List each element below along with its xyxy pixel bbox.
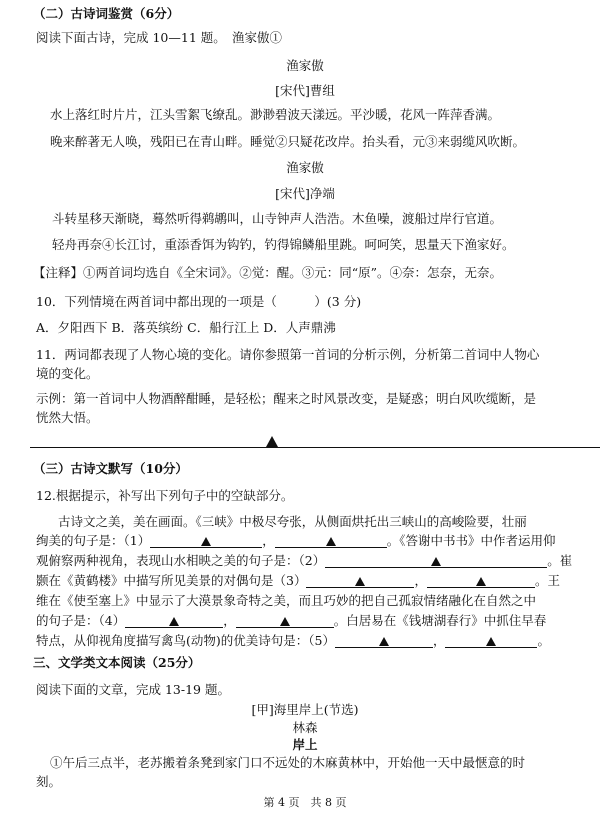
triangle-icon <box>476 577 486 586</box>
article-subtitle: 岸上 <box>292 737 318 752</box>
triangle-icon <box>486 637 496 646</box>
poem2-line2: 轻舟再奈④长江讨，重添香饵为钩钓，钓得锦鳞船里跳。呵呵笑，思量天下渔家好。 <box>52 237 515 252</box>
answer-blank-4b[interactable] <box>236 615 334 628</box>
question-11-line1: 11．两词都表现了人物心境的变化。请你参照第一首词的分析示例，分析第二首词中人物心 <box>36 347 540 362</box>
poem1-author: [宋代]曹组 <box>275 83 335 98</box>
answer-blank-5a[interactable] <box>335 635 433 648</box>
poem2-title: 渔家傲 <box>286 160 324 175</box>
answer-blank-1a[interactable] <box>150 535 262 548</box>
example-line1: 示例：第一首词中人物酒醉酣睡，是轻松；醒来之时风景改变，是疑惑；明白风吹缆断，是 <box>36 391 537 406</box>
triangle-icon <box>326 537 336 546</box>
poem1-title: 渔家傲 <box>286 58 324 73</box>
poem-notes: 【注释】①两首词均选自《全宋词》。②觉：醒。③元：同“原”。④奈：怎奈，无奈。 <box>33 265 503 280</box>
answer-blank-4a[interactable] <box>125 615 223 628</box>
poem1-line2: 晚来醉著无人唤，残阳已在青山畔。睡觉②只疑花改岸。抬头看，元③来弱缆风吹断。 <box>50 134 526 149</box>
section2-intro: 阅读下面古诗，完成 10—11 题。 渔家傲① <box>36 30 283 45</box>
triangle-icon <box>201 537 211 546</box>
answer-area-triangle-icon <box>266 436 278 447</box>
section-divider <box>30 447 600 448</box>
q12-para-line2: 绚美的句子是：（1） ， 。《答谢中书书》中作者运用仰 <box>36 533 556 548</box>
article-para1-line1: ①午后三点半，老苏搬着条凳到家门口不远处的木麻黄林中，开始他一天中最惬意的时 <box>50 755 526 770</box>
example-line2: 恍然大悟。 <box>36 410 99 425</box>
triangle-icon <box>379 637 389 646</box>
article-para1-line2: 刻。 <box>36 774 62 789</box>
poem1-line1: 水上落红时片片，江头雪絮飞缭乱。渺渺碧波天漾远。平沙暖，花风一阵萍香满。 <box>50 107 501 122</box>
q12-para-line4: 颢在《黄鹤楼》中描写所见美景的对偶句是（3） ， 。王 <box>36 573 560 588</box>
literature-section-heading: 三、文学类文本阅读（25分） <box>33 655 201 670</box>
poem2-line1: 斗转星移天渐晓，蓦然听得鹈鹕叫，山寺钟声人浩浩。木鱼噪，渡船过岸行官道。 <box>52 211 503 226</box>
q12-para-line1: 古诗文之美，美在画面。《三峡》中极尽夸张，从侧面烘托出三峡山的高峻险要，壮丽 <box>58 514 527 529</box>
q12-para-line3: 观俯察两种视角，表现山水相映之美的句子是：（2） 。崔 <box>36 553 573 568</box>
section2-heading: （二）古诗词鉴赏（6分） <box>33 6 180 21</box>
triangle-icon <box>431 557 441 566</box>
triangle-icon <box>355 577 365 586</box>
q12-para-line6: 的句子是：（4） ， 。白居易在《钱塘湖春行》中抓住早春 <box>36 613 547 628</box>
triangle-icon <box>280 617 290 626</box>
article-author: 林森 <box>292 720 318 735</box>
triangle-icon <box>169 617 179 626</box>
q12-para-line5: 维在《使至塞上》中显示了大漠景象奇特之美，而且巧妙的把自己孤寂情绪融化在自然之中 <box>36 593 537 608</box>
question-11-line2: 境的变化。 <box>36 366 99 381</box>
answer-blank-1b[interactable] <box>275 535 387 548</box>
question-10: 10．下列情境在两首词中都出现的一项是（ ）(3 分) <box>36 294 362 309</box>
answer-blank-3b[interactable] <box>427 575 535 588</box>
literature-intro: 阅读下面的文章，完成 13-19 题。 <box>36 682 230 697</box>
poem2-author: [宋代]净端 <box>275 186 335 201</box>
answer-blank-5b[interactable] <box>445 635 537 648</box>
question-12: 12.根据提示，补写出下列句子中的空缺部分。 <box>36 488 294 503</box>
answer-blank-2[interactable] <box>325 555 547 568</box>
q12-para-line7: 特点，从仰视角度描写禽鸟(动物)的优美诗句是：（5） ， 。 <box>36 633 550 648</box>
question-10-options: A．夕阳西下 B．落英缤纷 C．船行江上 D．人声鼎沸 <box>36 320 336 335</box>
section3-heading: （三）古诗文默写（10分） <box>33 461 188 476</box>
answer-blank-3a[interactable] <box>306 575 414 588</box>
article-source: [甲]海里岸上(节选) <box>251 702 359 717</box>
page-footer: 第 4 页 共 8 页 <box>263 796 347 809</box>
